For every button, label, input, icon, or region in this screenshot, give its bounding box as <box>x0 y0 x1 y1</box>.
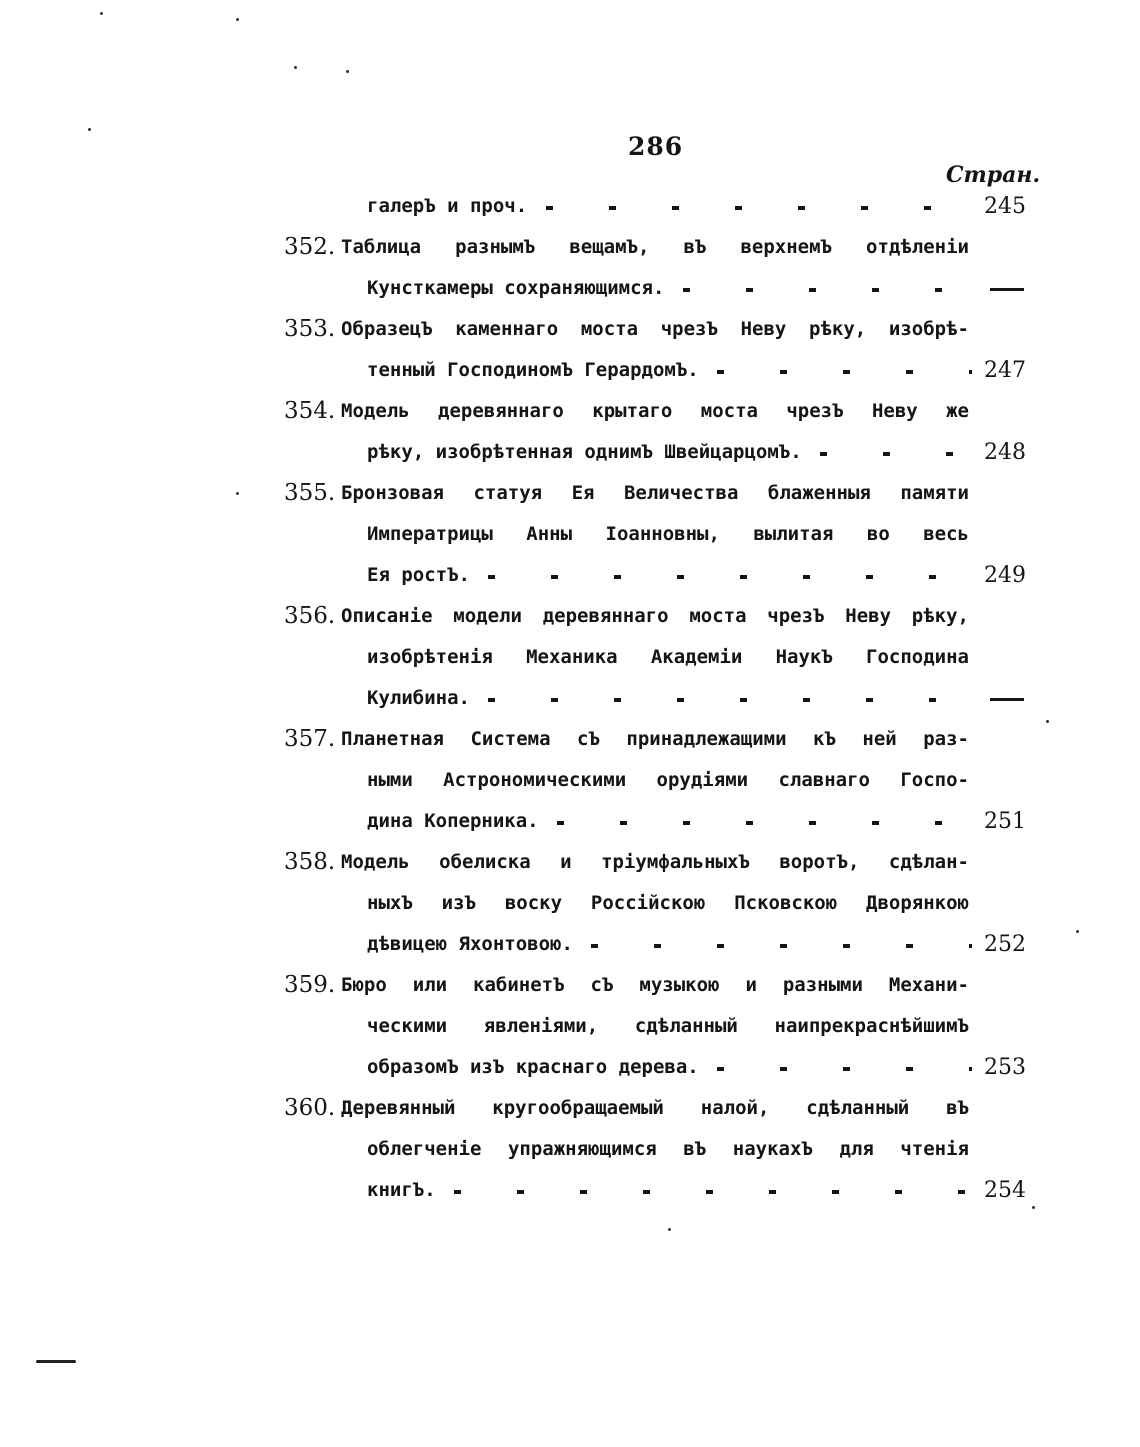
dot-leader <box>717 1067 972 1071</box>
toc-line <box>0 596 1140 637</box>
entry-text: ныхЪ изЪ воску Россійскою Псковскою Дворянкою <box>367 892 969 914</box>
toc-line <box>0 1088 1140 1129</box>
toc-line <box>0 1170 1140 1211</box>
entry-text: изобрѣтенія Механика Академіи НаукЪ Господина <box>367 646 969 668</box>
entry-text: Кулибина. <box>367 687 470 709</box>
entry-text: Модель деревяннаго крытаго моста чрезЪ Неву же <box>341 400 969 422</box>
page-ref: 254 <box>984 1178 1026 1203</box>
scan-speck <box>88 128 91 131</box>
entry-number: 352. <box>284 234 336 260</box>
entry-text: дѣвицею Яхонтовою. <box>367 933 573 955</box>
page-ref: 248 <box>984 440 1026 465</box>
entry-text: облегченіе упражняющимся вЪ наукахЪ для чтенія <box>367 1138 969 1160</box>
entry-text: ОбразецЪ каменнаго моста чрезЪ Неву рѣку, изобрѣ- <box>341 318 969 340</box>
scan-speck <box>668 1228 671 1231</box>
toc-line <box>0 473 1140 514</box>
scan-speck <box>346 70 349 73</box>
entry-text: Таблица разнымЪ вещамЪ, вЪ верхнемЪ отдѣленіи <box>341 236 969 258</box>
dot-leader <box>683 288 972 292</box>
dot-leader <box>557 821 972 825</box>
page-ref: 252 <box>984 932 1026 957</box>
toc-line <box>0 1047 1140 1088</box>
entry-text: ческими явленіями, сдѣланный наипрекраснѣйшимЪ <box>367 1015 969 1037</box>
scan-speck <box>100 12 103 15</box>
scan-mark <box>36 1360 76 1363</box>
toc-line <box>0 555 1140 596</box>
toc-line <box>0 350 1140 391</box>
entry-text: галерЪ и проч. <box>367 195 528 217</box>
entry-text: Бронзовая статуя Ея Величества блаженныя памяти <box>341 482 969 504</box>
entry-text: Модель обелиска и тріумфальныхЪ воротЪ, сдѣлан- <box>341 851 969 873</box>
entry-text: ными Астрономическими орудіями славнаго Госпо- <box>367 769 969 791</box>
toc-line <box>0 678 1140 719</box>
toc-line <box>0 268 1140 309</box>
entry-text: тенный ГосподиномЪ ГерардомЪ. <box>367 359 699 381</box>
page-ref: 253 <box>984 1055 1026 1080</box>
entry-text: Планетная Система сЪ принадлежащими кЪ ней раз- <box>341 728 969 750</box>
entry-number: 353. <box>284 316 336 342</box>
column-header: Стран. <box>946 162 1041 188</box>
toc-line <box>0 883 1140 924</box>
entry-text: Кунсткамеры сохраняющимся. <box>367 277 665 299</box>
entry-text: Ея ростЪ. <box>367 564 470 586</box>
entry-number: 354. <box>284 398 336 424</box>
toc-line <box>0 227 1140 268</box>
entry-text: дина Коперника. <box>367 810 539 832</box>
entry-text: рѣку, изобрѣтенная однимЪ ШвейцарцомЪ. <box>367 441 802 463</box>
scan-speck <box>1032 1206 1035 1209</box>
toc-line <box>0 801 1140 842</box>
entry-number: 357. <box>284 726 336 752</box>
toc-line <box>0 842 1140 883</box>
toc-line <box>0 1006 1140 1047</box>
entry-number: 356. <box>284 603 336 629</box>
entry-number: 358. <box>284 849 336 875</box>
entry-text: Бюро или кабинетЪ сЪ музыкою и разными Механи- <box>341 974 969 996</box>
scan-speck <box>1046 720 1049 723</box>
entry-number: 359. <box>284 972 336 998</box>
toc-line <box>0 965 1140 1006</box>
page-ref: 251 <box>984 809 1026 834</box>
toc-line <box>0 186 1140 227</box>
same-page-dash <box>990 288 1024 291</box>
dot-leader <box>820 452 972 456</box>
toc-line <box>0 514 1140 555</box>
entry-number: 355. <box>284 480 336 506</box>
entry-text: Императрицы Анны Іоанновны, вылитая во весь <box>367 523 969 545</box>
toc-line <box>0 391 1140 432</box>
dot-leader <box>591 944 972 948</box>
dot-leader <box>454 1190 972 1194</box>
page-ref: 245 <box>984 194 1026 219</box>
toc-line <box>0 1129 1140 1170</box>
entry-number: 360. <box>284 1095 336 1121</box>
dot-leader <box>546 206 972 210</box>
toc-line <box>0 309 1140 350</box>
scan-speck <box>1076 930 1079 933</box>
dot-leader <box>488 575 972 579</box>
scan-speck <box>236 492 239 495</box>
entry-text: Описаніе модели деревяннаго моста чрезЪ Неву рѣку, <box>341 605 969 627</box>
page-ref: 249 <box>984 563 1026 588</box>
entry-text: образомЪ изЪ краснаго дерева. <box>367 1056 699 1078</box>
scan-speck <box>294 66 297 69</box>
page-number: 286 <box>628 132 684 161</box>
toc-line <box>0 432 1140 473</box>
toc-line <box>0 719 1140 760</box>
dot-leader <box>717 370 972 374</box>
entry-text: Деревянный кругообращаемый налой, сдѣланный вЪ <box>341 1097 969 1119</box>
toc-line <box>0 637 1140 678</box>
toc-line <box>0 924 1140 965</box>
entry-text: книгЪ. <box>367 1179 436 1201</box>
dot-leader <box>488 698 972 702</box>
page-ref: 247 <box>984 358 1026 383</box>
scan-speck <box>236 18 239 21</box>
toc-line <box>0 760 1140 801</box>
same-page-dash <box>990 698 1024 701</box>
